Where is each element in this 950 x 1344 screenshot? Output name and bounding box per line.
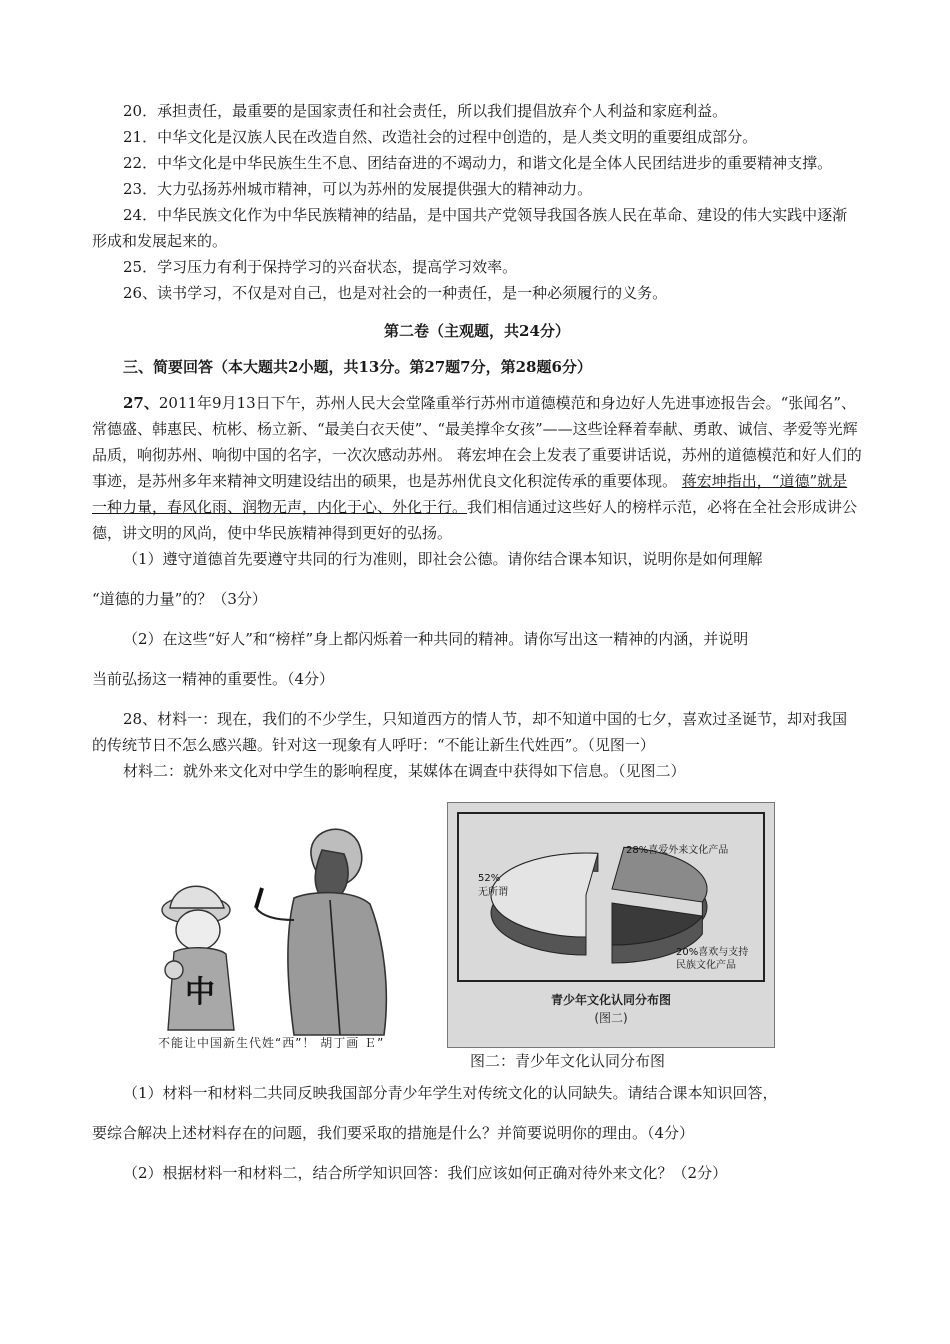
label-20-line1: 20%喜欢与支持 bbox=[676, 947, 749, 958]
question-27-label: 27、 bbox=[123, 394, 159, 412]
statement-22: 22．中华文化是中华民族生生不息、团结奋进的不竭动力，和谐文化是全体人民团结进步的重要精神支撑。 bbox=[123, 154, 833, 172]
section-title: 第二卷（主观题，共24分） bbox=[384, 322, 570, 340]
q27-sub2-line2: 当前弘扬这一精神的重要性。（4分） bbox=[92, 670, 335, 688]
photo-title: 青少年文化认同分布图 bbox=[550, 993, 671, 1007]
q27-sub1-line2: “道德的力量”的？（3分） bbox=[92, 590, 267, 608]
question-27-material bbox=[92, 390, 862, 546]
figure-2-photo bbox=[447, 802, 775, 1048]
figure-2-caption: 图二：青少年文化认同分布图 bbox=[470, 1052, 666, 1070]
robed-figure bbox=[256, 829, 386, 1035]
q27-text-a: 2011年9月13日下午，苏州人民大会堂隆重举行苏州市道德模范和身边好人先进事迹报告会。“张闻名”、常德盛、韩惠民、杭彬、杨立新、“最美白衣天使”、“最美撑伞女孩”——这些诠释着奉献、勇敢、诚信、孝爱等光辉品质，响彻苏州、响彻中国的名字，一次次感动苏州。 蒋宏坤在会上发表了重要讲话说，苏州的道德模范和好人们的事迹，是苏州多年来精神文明建设结出的硕果，也是苏州优良文化积淀传承的重要体现。 bbox=[92, 394, 862, 490]
q28-material-2: 材料二：就外来文化对中学生的影响程度，某媒体在调查中获得如下信息。（见图二） bbox=[123, 762, 686, 780]
statement-23: 23．大力弘扬苏州城市精神，可以为苏州的发展提供强大的精神动力。 bbox=[123, 180, 593, 198]
figure-1-caption: 不能让中国新生代姓“西”！ 胡丁画 Ｅ” bbox=[158, 1036, 385, 1050]
figures-row bbox=[92, 802, 862, 1072]
label-20-line2: 民族文化产品 bbox=[676, 960, 736, 971]
label-52-pct: 52% bbox=[478, 873, 501, 884]
q28-material-1: 28、材料一：现在，我们的不少学生，只知道西方的情人节，却不知道中国的七夕，喜欢过圣诞节，却对我国的传统节日不怎么感兴趣。针对这一现象有人呼吁：“不能让新生代姓西”。（见图一） bbox=[92, 710, 848, 754]
q28-sub1-line1: （1）材料一和材料二共同反映我国部分青少年学生对传统文化的认同缺失。请结合课本知识回答， bbox=[123, 1084, 778, 1102]
q27-sub1-line1: （1）遵守道德首先要遵守共同的行为准则，即社会公德。请你结合课本知识，说明你是如何理解 bbox=[123, 550, 763, 568]
statement-20: 20．承担责任，最重要的是国家责任和社会责任，所以我们提倡放弃个人利益和家庭利益。 bbox=[123, 102, 728, 120]
exam-page bbox=[92, 98, 862, 1186]
shirt-character: 中 bbox=[185, 975, 215, 1010]
label-28: 28%喜爱外来文化产品 bbox=[626, 845, 729, 856]
figure-1-cartoon bbox=[144, 820, 444, 1068]
pie-slices bbox=[491, 847, 707, 963]
label-52-text: 无所谓 bbox=[478, 887, 508, 898]
statement-list bbox=[92, 98, 862, 306]
photo-subtitle: (图二) bbox=[594, 1011, 628, 1025]
q28-sub1-line2: 要综合解决上述材料存在的问题，我们要采取的措施是什么？并简要说明你的理由。（4分） bbox=[92, 1124, 695, 1142]
q28-sub2: （2）根据材料一和材料二，结合所学知识回答：我们应该如何正确对待外来文化？（2分） bbox=[123, 1164, 728, 1182]
part-title: 三、简要回答（本大题共2小题，共13分。第27题7分，第28题6分） bbox=[123, 358, 592, 376]
cartoon-illustration bbox=[144, 820, 444, 1050]
q27-underlined-quote: 蒋宏坤指出，“道德”就是一种力量，春风化雨、润物无声，内化于心、外化于行。 bbox=[92, 472, 848, 516]
statement-25: 25．学习压力有利于保持学习的兴奋状态，提高学习效率。 bbox=[123, 258, 518, 276]
q27-text-b: 我们相信通过这些好人的榜样示范，必将在全社会形成讲公德，讲文明的风尚，使中华民族精神得到更好的弘扬。 bbox=[92, 498, 858, 542]
q27-sub2-line1: （2）在这些“好人”和“榜样”身上都闪烁着一种共同的精神。请你写出这一精神的内涵，并说明 bbox=[123, 630, 749, 648]
statement-26: 26、读书学习，不仅是对自己，也是对社会的一种责任，是一种必须履行的义务。 bbox=[123, 284, 668, 302]
statement-21: 21．中华文化是汉族人民在改造自然、改造社会的过程中创造的，是人类文明的重要组成部分。 bbox=[123, 128, 758, 146]
statement-24: 24．中华民族文化作为中华民族精神的结晶，是中国共产党领导我国各族人民在革命、建设的伟大实践中逐渐形成和发展起来的。 bbox=[92, 206, 848, 250]
